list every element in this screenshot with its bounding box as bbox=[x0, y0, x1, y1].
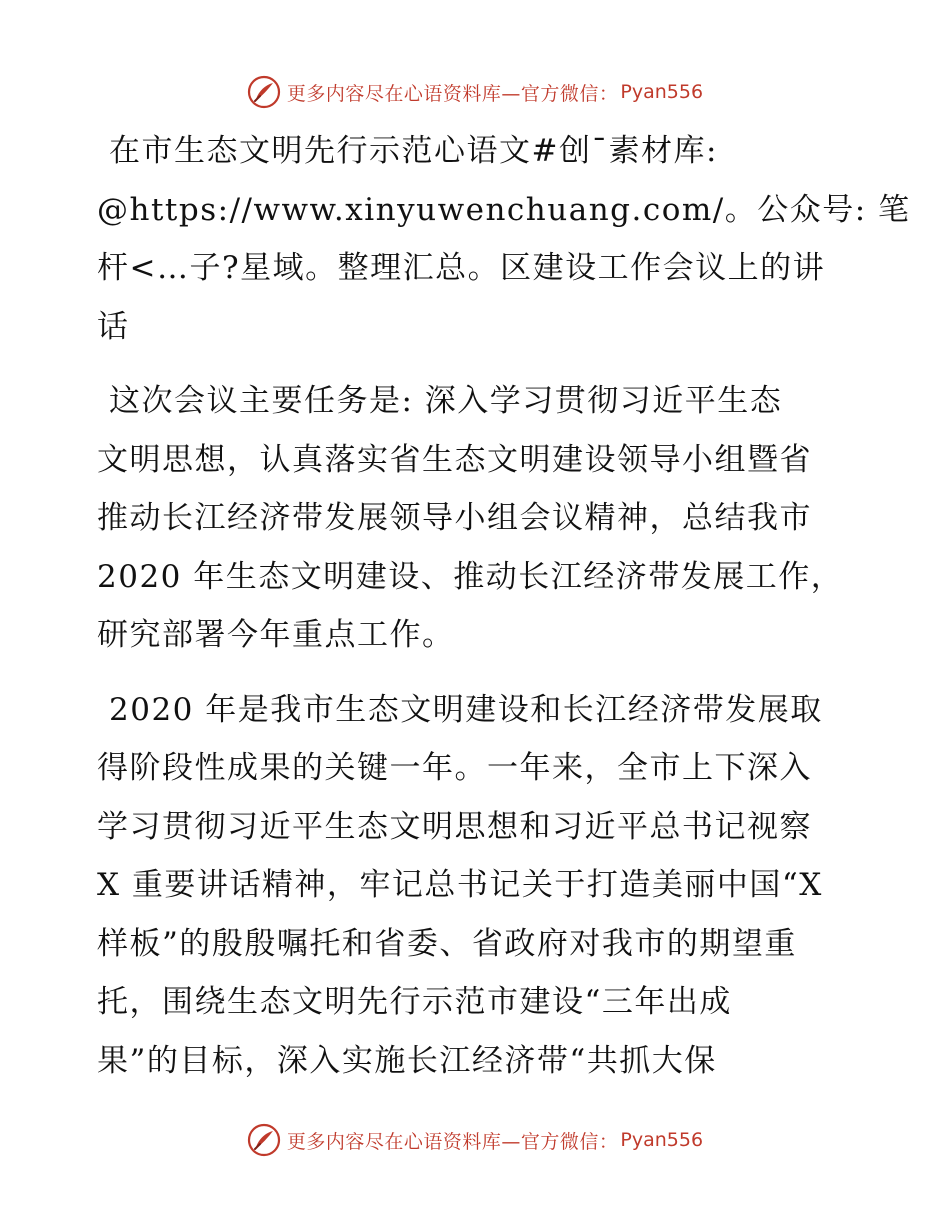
text-line: 2020 年是我市生态文明建设和长江经济带发展取 bbox=[109, 691, 823, 728]
quill-pen-logo-icon bbox=[247, 75, 281, 109]
text-line: 2020 年生态文明建设、推动长江经济带发展工作， bbox=[97, 558, 844, 595]
text-line: 在市生态文明先行示范心语文#创¯素材库: bbox=[109, 133, 718, 169]
text-line: X 重要讲话精神，牢记总书记关于打造美丽中国“X bbox=[97, 867, 823, 903]
paragraph-intro bbox=[97, 122, 911, 356]
wechat-id: Pyan556 bbox=[620, 81, 704, 103]
banner-text: 更多内容尽在心语资料库—官方微信： bbox=[286, 1130, 619, 1153]
text-line: 杆<…子?星域。整理汇总。区建设工作会议上的讲 bbox=[97, 250, 826, 286]
text-line: 这次会议主要任务是: 深入学习贯彻习近平生态 bbox=[109, 383, 783, 419]
text-line: 学习贯彻习近平生态文明思想和习近平总书记视察 bbox=[97, 808, 812, 845]
paragraph-meeting-task bbox=[97, 372, 857, 665]
header-banner bbox=[0, 72, 950, 112]
text-line: 研究部署今年重点工作。 bbox=[97, 617, 455, 653]
paragraph-2020-review bbox=[97, 681, 857, 1091]
text-line: 托，围绕生态文明先行示范市建设“三年出成 bbox=[97, 984, 732, 1020]
quill-pen-logo-icon bbox=[247, 1123, 281, 1157]
text-line: 话 bbox=[97, 308, 130, 345]
document-body bbox=[97, 122, 911, 1106]
text-line: 得阶段性成果的关键一年。一年来，全市上下深入 bbox=[97, 750, 812, 786]
text-line: 文明思想，认真落实省生态文明建设领导小组暨省 bbox=[97, 441, 812, 478]
text-line: 果”的目标，深入实施长江经济带“共抓大保 bbox=[97, 1042, 717, 1079]
wechat-id: Pyan556 bbox=[620, 1129, 704, 1151]
text-line: 样板”的殷殷嘱托和省委、省政府对我市的期望重 bbox=[97, 925, 797, 962]
footer-banner bbox=[0, 1120, 950, 1160]
text-line: 推动长江经济带发展领导小组会议精神，总结我市 bbox=[97, 500, 812, 536]
text-line: @https://www.xinyuwenchuang.com/。公众号: 笔 bbox=[97, 191, 911, 228]
banner-text: 更多内容尽在心语资料库—官方微信： bbox=[286, 82, 619, 105]
